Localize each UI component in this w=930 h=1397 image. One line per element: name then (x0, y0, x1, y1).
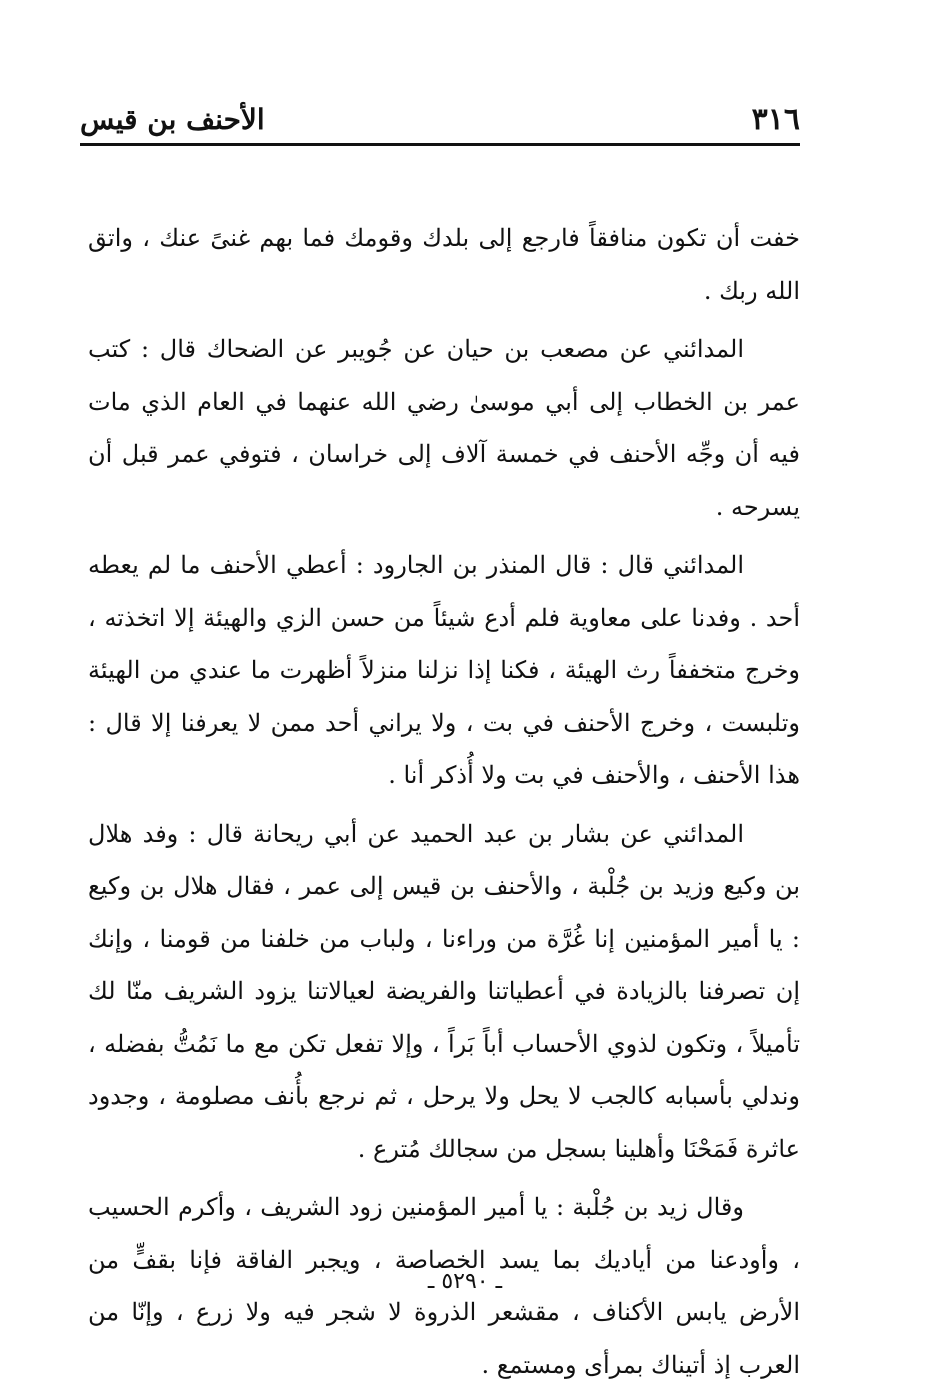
page-number: ٣١٦ (751, 102, 800, 137)
body-text (88, 212, 800, 1397)
paragraph: المدائني قال : قال المنذر بن الجارود : أعطي الأحنف ما لم يعطه أحد . وفدنا على معاوية فلم أدع شيئاً من حسن الزي والهيئة إلا اتخذته ، وخرج متخففاً رث الهيئة ، فكنا إذا نزلنا منزلاً أظهرت ما عندي من الهيئة وتلبست ، وخرج الأحنف في بت ، ولا يراني أحد ممن لا يعرفنا إلا قال : هذا الأحنف ، والأحنف في بت ولا أُذكر أنا . (88, 551, 801, 789)
header-rule (80, 143, 800, 146)
paragraph: المدائني عن مصعب بن حيان عن جُويبر عن الضحاك قال : كتب عمر بن الخطاب إلى أبي موسىٰ رضي الله عنهما في العام الذي مات فيه أن وجِّه الأحنف في خمسة آلاف إلى خراسان ، فتوفي عمر قبل أن يسرحه . (88, 335, 800, 521)
running-header (80, 92, 800, 140)
footer-number: ـ ٥٢٩٠ ـ (427, 1269, 503, 1294)
paragraph: خفت أن تكون منافقاً فارجع إلى بلدك وقومك فما بهم غنىً عنك ، واتق الله ربك . (88, 224, 800, 305)
paragraph: وقال زيد بن جُلْبة : يا أمير المؤمنين زود الشريف ، وأكرم الحسيب ، وأودعنا من أياديك بما يسد الخصاصة ، ويجبر الفاقة فإنا بقفٍّ من الأرض يابس الأكناف ، مقشعر الذروة لا شجر فيه ولا زرع ، وإنّا من العرب إذ أتيناك بمرأى ومستمع . (88, 1193, 800, 1379)
running-title: الأحنف بن قيس (80, 103, 265, 136)
paragraph: المدائني عن بشار بن عبد الحميد عن أبي ريحانة قال : وفد هلال بن وكيع وزيد بن جُلْبة ، والأحنف بن قيس إلى عمر ، فقال هلال بن وكيع : يا أمير المؤمنين إنا غُرَّة من وراءنا ، ولباب من خلفنا من قومنا ، وإنك إن تصرفنا بالزيادة في أعطياتنا والفريضة لعيالاتنا يزود الشريف منّا لك تأميلاً ، وتكون لذوي الأحساب أباً بَراً ، وإلا تفعل تكن مع ما نَمُتُّ بفضله ، وندلي بأسبابه كالجب لا يحل ولا يرحل ، ثم نرجع بأُنف مصلومة ، وجدود عاثرة فَمَحْنَا وأهلينا بسجل من سجالك مُترع . (88, 819, 800, 1163)
